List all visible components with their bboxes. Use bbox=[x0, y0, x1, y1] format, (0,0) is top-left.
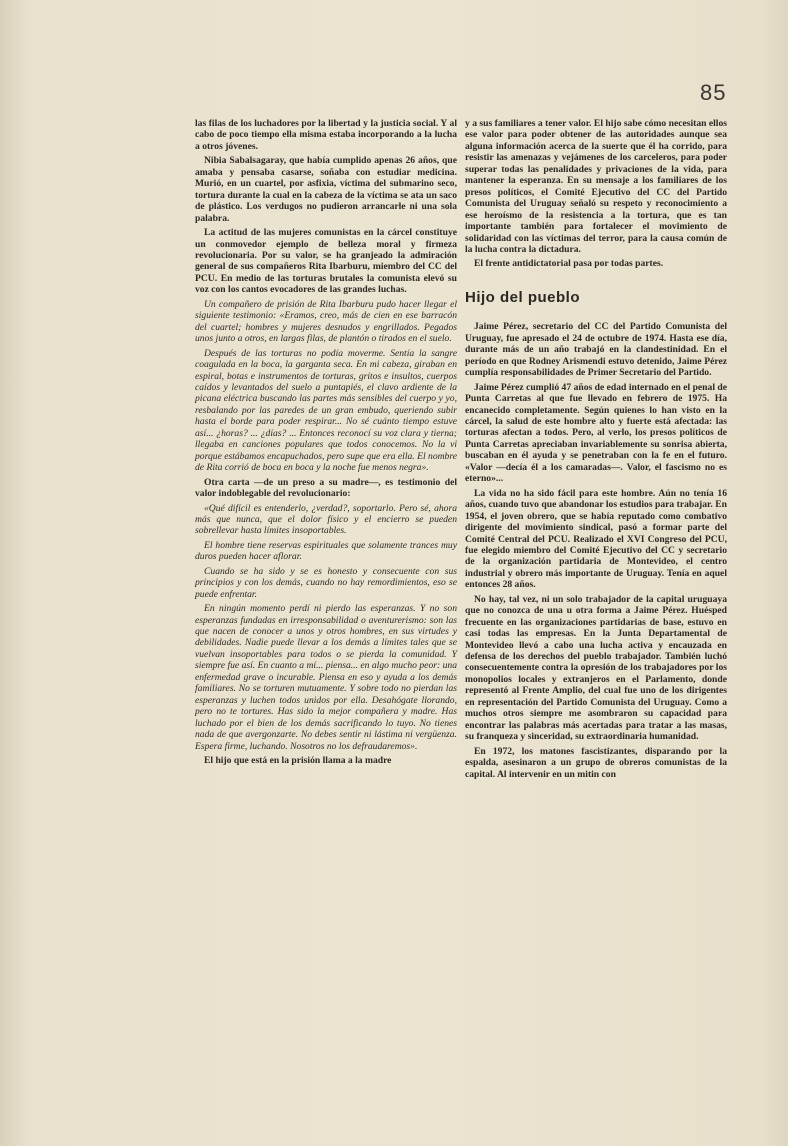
paragraph: Nibia Sabalsagaray, que había cumplido apenas 26 años, que amaba y pensaba casarse, soñaba con estudiar medicina. Murió, en un cuartel, por asfixia, víctima del submarino seco, tortura durante la cual en la cabeza de la víctima se ata un saco de plástico. Los verdugos no pudieron arrancarle ni una sola palabra. bbox=[195, 155, 457, 224]
paragraph: En ningún momento perdí ni pierdo las esperanzas. Y no son esperanzas fundadas en irresponsabilidad o aventurerismo: son las que nacen de conocer a unos y otros hombres, en sus virtudes y debilidades. Nadie puede llevar a los demás a límites tales que se vuelvan insoportables para todos o se pierda la comunidad. Y siempre fue así. En cuanto a mí... piensa... en algo mucho peor: una enfermedad grave o incurable. Piensa en eso y ayuda a los demás familiares. No se torturen mutuamente. Y sobre todo no pierdan las esperanzas y luchen todos unidos por ella. Desahógate llorando, pero no te tortures. Has sido la mejor compañera y madre. Has luchado por el bien de los demás sacrificando lo tuyo. No tienes nada de que avergonzarte. No debes sentir ni lástima ni vergüenza. Espera firme, luchando. Nosotros no los defraudaremos». bbox=[195, 603, 457, 752]
right-column-bottom-text bbox=[465, 321, 727, 780]
page-number: 85 bbox=[700, 80, 727, 105]
paragraph: No hay, tal vez, ni un solo trabajador de la capital uruguaya que no conozca de una u otra forma a Jaime Pérez. Huésped frecuente en las organizaciones partidarias de base, estuvo en casi todas las empresas. En la Junta Departamental de Montevideo llevó a cabo una lucha activa y encauzada en defensa de los derechos del pueblo trabajador. También luchó consecuentemente contra la opresión de los trabajadores por los monopolios locales y extranjeros en el Parlamento, donde representó al Frente Amplio, del cual fue uno de los dirigentes en representación del Partido Comunista del Uruguay. Como a muchos otros siempre me asombraron su capacidad para encontrar las palabras más acertadas para tratar a las masas, su franqueza y sinceridad, su extraordinaria humanidad. bbox=[465, 593, 727, 743]
paragraph: Un compañero de prisión de Rita Ibarburu pudo hacer llegar el siguiente testimonio: «Eramos, creo, más de cien en ese barracón del cuartel; hombres y mujeres desnudos y engrillados. Pegados unos junto a otros, en largas filas, de plantón o tirados en el suelo. bbox=[195, 298, 457, 345]
paragraph: las filas de los luchadores por la libertad y la justicia social. Y al cabo de poco tiempo ella misma estaba incorporando a la lucha a otros jóvenes. bbox=[195, 118, 457, 152]
paragraph: En 1972, los matones fascistizantes, disparando por la espalda, asesinaron a un grupo de obreros comunistas de la capital. Al intervenir en un mitin con bbox=[465, 745, 727, 780]
paragraph: La actitud de las mujeres comunistas en la cárcel constituye un conmovedor ejemplo de belleza moral y firmeza revolucionaria. Por su valor, se ha granjeado la admiración general de sus compañeros Rita Ibarburu, miembro del CC del PCU. En medio de las torturas brutales la comunista elevó su voz con los cantos evocadores de las grandes luchas. bbox=[195, 227, 457, 296]
right-column bbox=[465, 118, 727, 783]
paragraph: La vida no ha sido fácil para este hombre. Aún no tenía 16 años, cuando tuvo que abandonar los estudios para trabajar. En 1954, el joven obrero, que se había reputado como combativo dirigente del movimiento sindical, pasó a formar parte del Comité Central del PCU. Realizado el XVI Congreso del PCU, fue elegido miembro del Comité Ejecutivo del CC y secretario de la organización partidaria de Montevideo, el centro industrial y obrero más importante de Uruguay. Tenía en aquel entonces 28 años. bbox=[465, 487, 727, 591]
paragraph: Jaime Pérez, secretario del CC del Partido Comunista del Uruguay, fue apresado el 24 de octubre de 1974. Hasta ese día, durante más de un año trabajó en la clandestinidad. En el período en que Rodney Arismendi estuvo detenido, Jaime Pérez cumplía responsabilidades de Primer Secretario del Partido. bbox=[465, 321, 727, 379]
paragraph: y a sus familiares a tener valor. El hijo sabe cómo necesitan ellos ese valor para poder obtener de las autoridades aunque sea alguna información acerca de la suerte que él ha corrido, para resistir las amenazas y vejámenes de los carceleros, para poder superar todas las penalidades y privaciones de la vida, para mantener la esperanza. En su mensaje a los familiares de los presos políticos, el Comité Ejecutivo del CC del Partido Comunista del Uruguay señaló su respeto y reconocimiento a ese heroísmo de la resistencia a la tortura, que es tan importante también para fortalecer el movimiento de solidaridad con las víctimas del terror, para la causa común de la lucha contra la dictadura. bbox=[465, 118, 727, 255]
section-heading: Hijo del pueblo bbox=[465, 288, 580, 306]
paragraph: Cuando se ha sido y se es honesto y consecuente con sus principios y con los demás, cuando no hay remordimientos, eso se puede enfrentar. bbox=[195, 565, 457, 600]
paragraph: Otra carta —de un preso a su madre—, es testimonio del valor indoblegable del revolucionario: bbox=[195, 476, 457, 500]
paragraph: Jaime Pérez cumplió 47 años de edad internado en el penal de Punta Carretas al que fue llevado en febrero de 1975. Ha encanecido completamente. Según quienes lo han visto en la cárcel, la salud de este hombre alto y fuerte está afectada: las torturas afectan a todos. Pero, al verlo, los presos políticos de Punta Carretas apreciaban invariablemente su sonrisa abierta, buscaban en él ayuda y se penetraban con la fe en el futuro. «Valor —decía él a los camaradas—. Valor, el fascismo no es eterno»... bbox=[465, 381, 727, 485]
paragraph: «Qué difícil es entenderlo, ¿verdad?, soportarlo. Pero sé, ahora más que nunca, que el dolor físico y el encierro se pueden sobrellevar hasta límites insoportables. bbox=[195, 502, 457, 537]
paragraph: El hijo que está en la prisión llama a la madre bbox=[204, 755, 392, 767]
paragraph: Después de las torturas no podía moverme. Sentía la sangre coagulada en la boca, la garganta seca. En mi cabeza, giraban en espiral, botas e instrumentos de torturas, gritos e insultos, cuerpos caídos y levantados del suelo a puntapiés, el clavo ardiente de la picana eléctrica buscando las partes más sensibles del cuerpo y yo, resbalando por las paredes de un gran embudo, queriendo subir hasta el borde para poder respirar... No sé cuánto tiempo estuve así... ¿horas? ... ¿días? ... Entonces reconocí su voz clara y tierna; llegaba en canciones populares que todos conocemos. No la vi porque estábamos encapuchados, pero supe que era ella. El nombre de Rita corrió de boca en boca y la noche fue menos negra». bbox=[195, 347, 457, 474]
paragraph: El hombre tiene reservas espirituales que solamente trances muy duros pueden hacer aflorar. bbox=[195, 539, 457, 563]
right-column-top-text bbox=[465, 118, 727, 270]
paragraph: El frente antidictatorial pasa por todas partes. bbox=[474, 258, 664, 270]
left-column bbox=[195, 118, 457, 769]
